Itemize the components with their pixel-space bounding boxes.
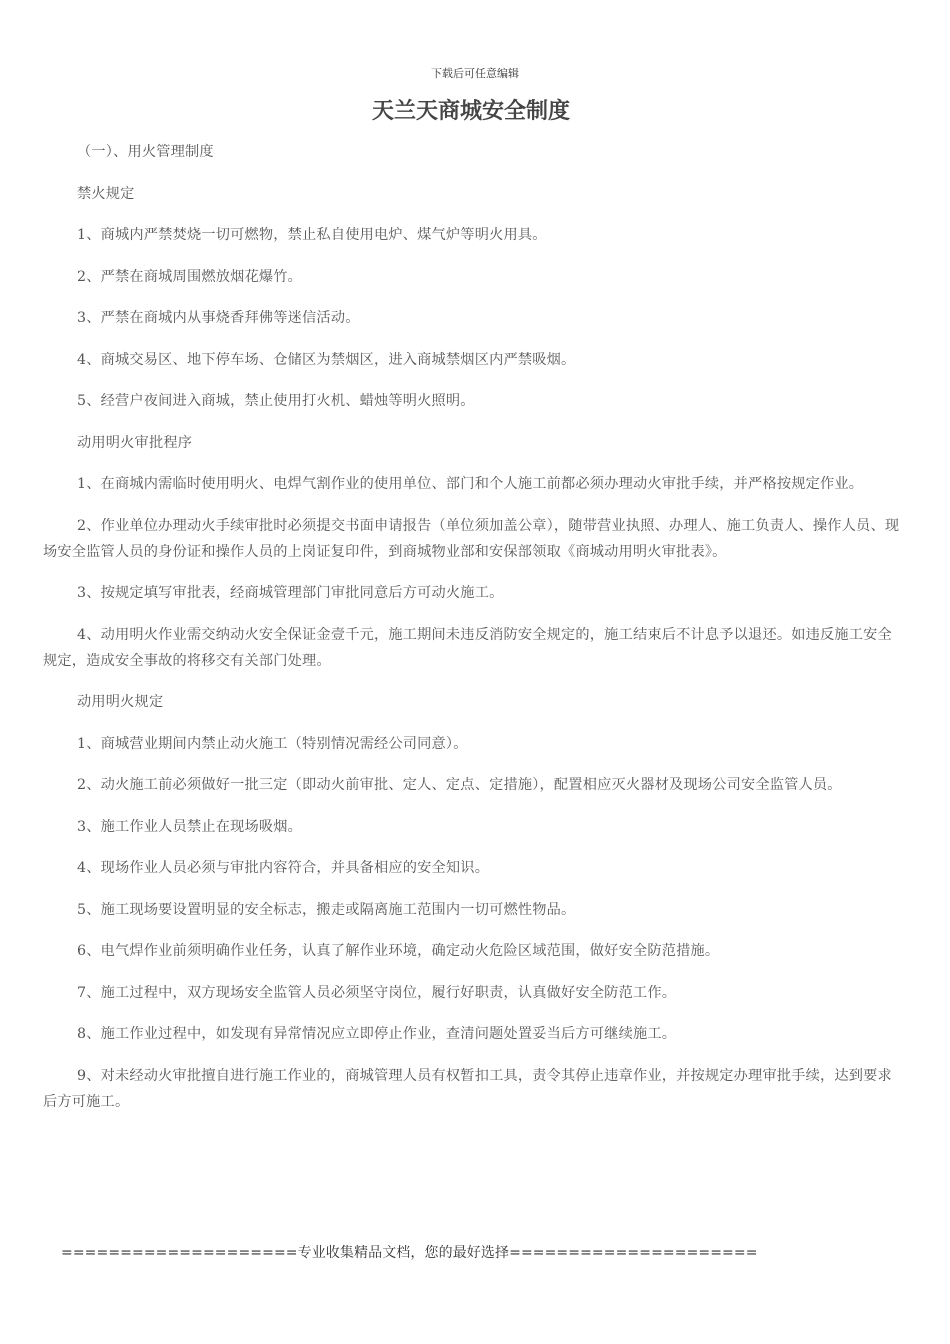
paragraph: 4、商城交易区、地下停车场、仓储区为禁烟区，进入商城禁烟区内严禁吸烟。 (77, 351, 576, 368)
paragraph: 3、施工作业人员禁止在现场吸烟。 (77, 818, 303, 835)
section-heading: （一）、用火管理制度 (77, 144, 214, 160)
paragraph: 2、严禁在商城周围燃放烟花爆竹。 (77, 268, 303, 285)
document-body (43, 139, 905, 1130)
header-note: 下载后可任意编辑 (431, 67, 519, 80)
paragraph: 3、严禁在商城内从事烧香拜佛等迷信活动。 (77, 310, 360, 326)
paragraph: 9、对未经动火审批擅自进行施工作业的，商城管理人员有权暂扣工具，责令其停止违章作业，并按规定办理审批手续，达到要求后方可施工。 (43, 1067, 892, 1110)
footer-banner: ====================专业收集精品文档，您的最好选择===================== (61, 1245, 758, 1261)
paragraph: 4、现场作业人员必须与审批内容符合，并具备相应的安全知识。 (77, 860, 490, 876)
paragraph: 1、商城内严禁焚烧一切可燃物，禁止私自使用电炉、煤气炉等明火用具。 (77, 227, 547, 243)
paragraph: 7、施工过程中，双方现场安全监管人员必须坚守岗位，履行好职责，认真做好安全防范工作。 (77, 984, 677, 1001)
subsection-heading: 禁火规定 (77, 185, 135, 202)
paragraph: 1、商城营业期间内禁止动火施工（特别情况需经公司同意）。 (77, 735, 468, 752)
paragraph: 2、动火施工前必须做好一批三定（即动火前审批、定人、定点、定措施），配置相应灭火器材及现场公司安全监管人员。 (77, 777, 842, 793)
paragraph: 3、按规定填写审批表，经商城管理部门审批同意后方可动火施工。 (77, 585, 504, 601)
paragraph: 2、作业单位办理动火手续审批时必须提交书面申请报告（单位须加盖公章），随带营业执照、办理人、施工负责人、操作人员、现场安全监管人员的身份证和操作人员的上岗证复印件，到商城物业部和安保部领取《商城动用明火审批表》。 (43, 517, 900, 560)
paragraph: 8、施工作业过程中，如发现有异常情况应立即停止作业，查清问题处置妥当后方可继续施工。 (77, 1026, 677, 1042)
paragraph: 5、经营户夜间进入商城，禁止使用打火机、蜡烛等明火照明。 (77, 393, 475, 409)
subsection-heading: 动用明火规定 (77, 694, 164, 710)
paragraph: 1、在商城内需临时使用明火、电焊气割作业的使用单位、部门和个人施工前都必须办理动火审批手续，并严格按规定作业。 (77, 476, 864, 492)
document-title: 天兰天商城安全制度 (371, 98, 570, 124)
paragraph: 6、电气焊作业前须明确作业任务，认真了解作业环境，确定动火危险区域范围，做好安全防范措施。 (77, 943, 720, 959)
paragraph: 5、施工现场要设置明显的安全标志，搬走或隔离施工范围内一切可燃性物品。 (77, 901, 576, 918)
paragraph: 4、动用明火作业需交纳动火安全保证金壹千元，施工期间未违反消防安全规定的，施工结束后不计息予以退还。如违反施工安全规定，造成安全事故的将移交有关部门处理。 (43, 626, 892, 669)
subsection-heading: 动用明火审批程序 (77, 434, 193, 451)
